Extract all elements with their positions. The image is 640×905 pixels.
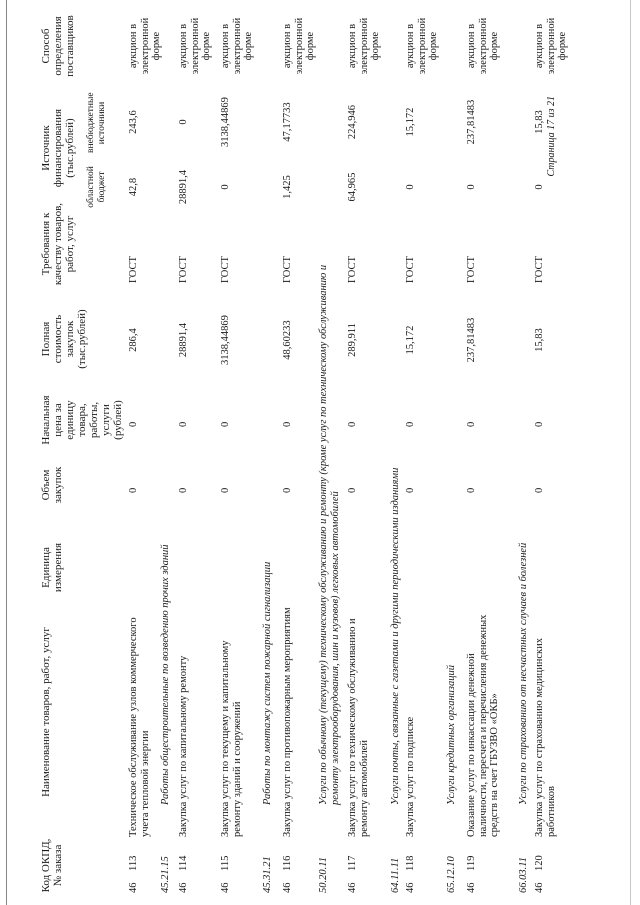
start-price: 0 (347, 421, 358, 427)
okpd-code: 46 (405, 882, 416, 893)
bottom-border (630, 0, 631, 905)
item-name: Закупка услуг по текущему и капитальному ремонту зданий и сооружений (220, 640, 243, 837)
source-regional: 28891,4 (178, 169, 189, 205)
full-cost: 289,911 (347, 323, 358, 357)
requirements: ГОСТ (178, 256, 189, 283)
order-number: 120 (534, 855, 545, 871)
table-row (282, 0, 316, 905)
start-price: 0 (405, 421, 416, 427)
item-name: Закупка услуг по противопожарным мероприятиям (282, 607, 293, 837)
header-start-price: Начальная цена за единицу товара, работы, услуги (рублей) (40, 395, 124, 445)
requirements: ГОСТ (282, 256, 293, 283)
order-number: 117 (347, 855, 358, 871)
header-requirements: Требования к качеству товаров, работ, услуг (40, 202, 76, 286)
section-title: Услуги по обычному (текущему) техническому обслуживанию и ремонту (кроме услуг по техническому обслуживанию и ремонту электрооборудования, шин и кузовов) легковых автомобилей (318, 264, 341, 805)
item-name: Закупка услуг по страхованию медицинских работников (534, 638, 557, 837)
source-regional: 0 (220, 184, 231, 190)
okpd-code: 46 (347, 882, 358, 893)
procurement-method: аукцион в электронной форме (534, 17, 568, 75)
source-extra: 3138,44869 (220, 97, 231, 147)
procurement-method: аукцион в электронной форме (347, 17, 381, 75)
header-code: Код ОКПД, № заказа (40, 838, 64, 893)
item-name: Закупка услуг по капитальному ремонту (178, 655, 189, 837)
item-name: Закупка услуг по техническому обслуживанию и ремонту автомобилей (347, 618, 370, 837)
header-source-regional: областной бюджет (86, 166, 107, 208)
start-price: 0 (534, 421, 545, 427)
table-row (220, 0, 260, 905)
full-cost: 237,81483 (466, 317, 477, 363)
section-row (262, 0, 278, 905)
header-unit: Единица измерения (40, 542, 64, 593)
okpd-code: 45.31.21 (262, 856, 273, 893)
volume: 0 (347, 487, 358, 493)
source-regional: 0 (534, 184, 545, 190)
procurement-method: аукцион в электронной форме (128, 17, 162, 75)
start-price: 0 (282, 421, 293, 427)
section-title: Работы по монтажу систем пожарной сигнализации (262, 561, 273, 805)
requirements: ГОСТ (128, 256, 139, 283)
item-name: Оказание услуг по инкассации денежной наличности, пересчета и перечисления денежных средств на счет ГБУЗВО «ОКБ» (466, 614, 500, 837)
section-title: Услуги по страхованию от несчастных случаев и болезней (518, 542, 529, 805)
okpd-code: 46 (128, 882, 139, 893)
order-number: 116 (282, 855, 293, 871)
header-method: Способ определения поставщиков (40, 15, 76, 77)
source-regional: 64,965 (347, 172, 358, 202)
item-name: Техническое обслуживание узлов коммерческого учета тепловой энергии (128, 617, 151, 837)
table-row (405, 0, 445, 905)
source-extra: 15,172 (405, 107, 416, 137)
okpd-code: 46 (282, 882, 293, 893)
start-price: 0 (466, 421, 477, 427)
top-border (6, 0, 7, 905)
full-cost: 15,83 (534, 328, 545, 352)
header-source-extra: внебюджетные источники (86, 92, 107, 153)
source-regional: 42,8 (128, 177, 139, 197)
section-title: Работы общестроительные по возведению прочих зданий (160, 544, 171, 805)
source-regional: 0 (466, 184, 477, 190)
full-cost: 3138,44869 (220, 315, 231, 365)
table-row (128, 0, 162, 905)
volume: 0 (178, 487, 189, 493)
section-row (518, 0, 532, 905)
volume: 0 (405, 487, 416, 493)
section-row (160, 0, 176, 905)
section-title: Услуги почты, связанные с газетами и другими периодическими изданиями (390, 467, 401, 805)
okpd-code: 50.20.11 (318, 857, 329, 893)
source-extra: 47,17733 (282, 102, 293, 142)
okpd-code: 65.12.10 (446, 856, 457, 893)
source-extra: 15,83 (534, 110, 545, 134)
volume: 0 (534, 487, 545, 493)
source-regional: 1,425 (282, 175, 293, 199)
procurement-method: аукцион в электронной форме (466, 17, 500, 75)
start-price: 0 (178, 421, 189, 427)
order-number: 113 (128, 855, 139, 871)
full-cost: 48,60233 (282, 320, 293, 360)
procurement-method: аукцион в электронной форме (282, 17, 316, 75)
okpd-code: 46 (178, 882, 189, 893)
procurement-method: аукцион в электронной форме (220, 17, 254, 75)
full-cost: 15,172 (405, 325, 416, 355)
source-extra: 0 (178, 119, 189, 125)
volume: 0 (282, 487, 293, 493)
volume: 0 (220, 487, 231, 493)
procurement-method: аукцион в электронной форме (405, 17, 439, 75)
requirements: ГОСТ (220, 256, 231, 283)
volume: 0 (128, 487, 139, 493)
order-number: 114 (178, 855, 189, 871)
header-volume: Объем закупок (40, 466, 64, 504)
table-row (347, 0, 385, 905)
requirements: ГОСТ (347, 256, 358, 283)
full-cost: 28891,4 (178, 322, 189, 358)
page-number: Страница 17 из 21 (546, 96, 557, 177)
order-number: 115 (220, 855, 231, 871)
source-extra: 224,946 (347, 104, 358, 140)
procurement-method: аукцион в электронной форме (178, 17, 212, 75)
source-extra: 243,6 (128, 110, 139, 134)
section-title: Услуги кредитных организаций (446, 664, 457, 805)
header-name: Наименование товаров, работ, услуг (40, 627, 52, 797)
source-regional: 0 (405, 184, 416, 190)
section-row (446, 0, 462, 905)
requirements: ГОСТ (466, 256, 477, 283)
header-full-cost: Полная стоимость закупок (тыс.рублей) (40, 309, 88, 369)
header-source: Источник финансирования (тыс.рублей) (40, 108, 76, 188)
order-number: 118 (405, 855, 416, 871)
okpd-code: 46 (220, 882, 231, 893)
table-row (466, 0, 518, 905)
okpd-code: 45.21.15 (160, 856, 171, 893)
okpd-code: 66.03.11 (518, 857, 529, 893)
requirements: ГОСТ (405, 256, 416, 283)
section-row (318, 0, 346, 905)
requirements: ГОСТ (534, 256, 545, 283)
okpd-code: 46 (534, 882, 545, 893)
table-row (178, 0, 212, 905)
order-number: 119 (466, 855, 477, 871)
start-price: 0 (128, 421, 139, 427)
item-name: Закупка услуг по подписке (405, 716, 416, 837)
okpd-code: 46 (466, 882, 477, 893)
source-extra: 237,81483 (466, 99, 477, 145)
volume: 0 (466, 487, 477, 493)
section-row (390, 0, 404, 905)
okpd-code: 64.11.11 (390, 857, 401, 893)
full-cost: 286,4 (128, 328, 139, 352)
start-price: 0 (220, 421, 231, 427)
